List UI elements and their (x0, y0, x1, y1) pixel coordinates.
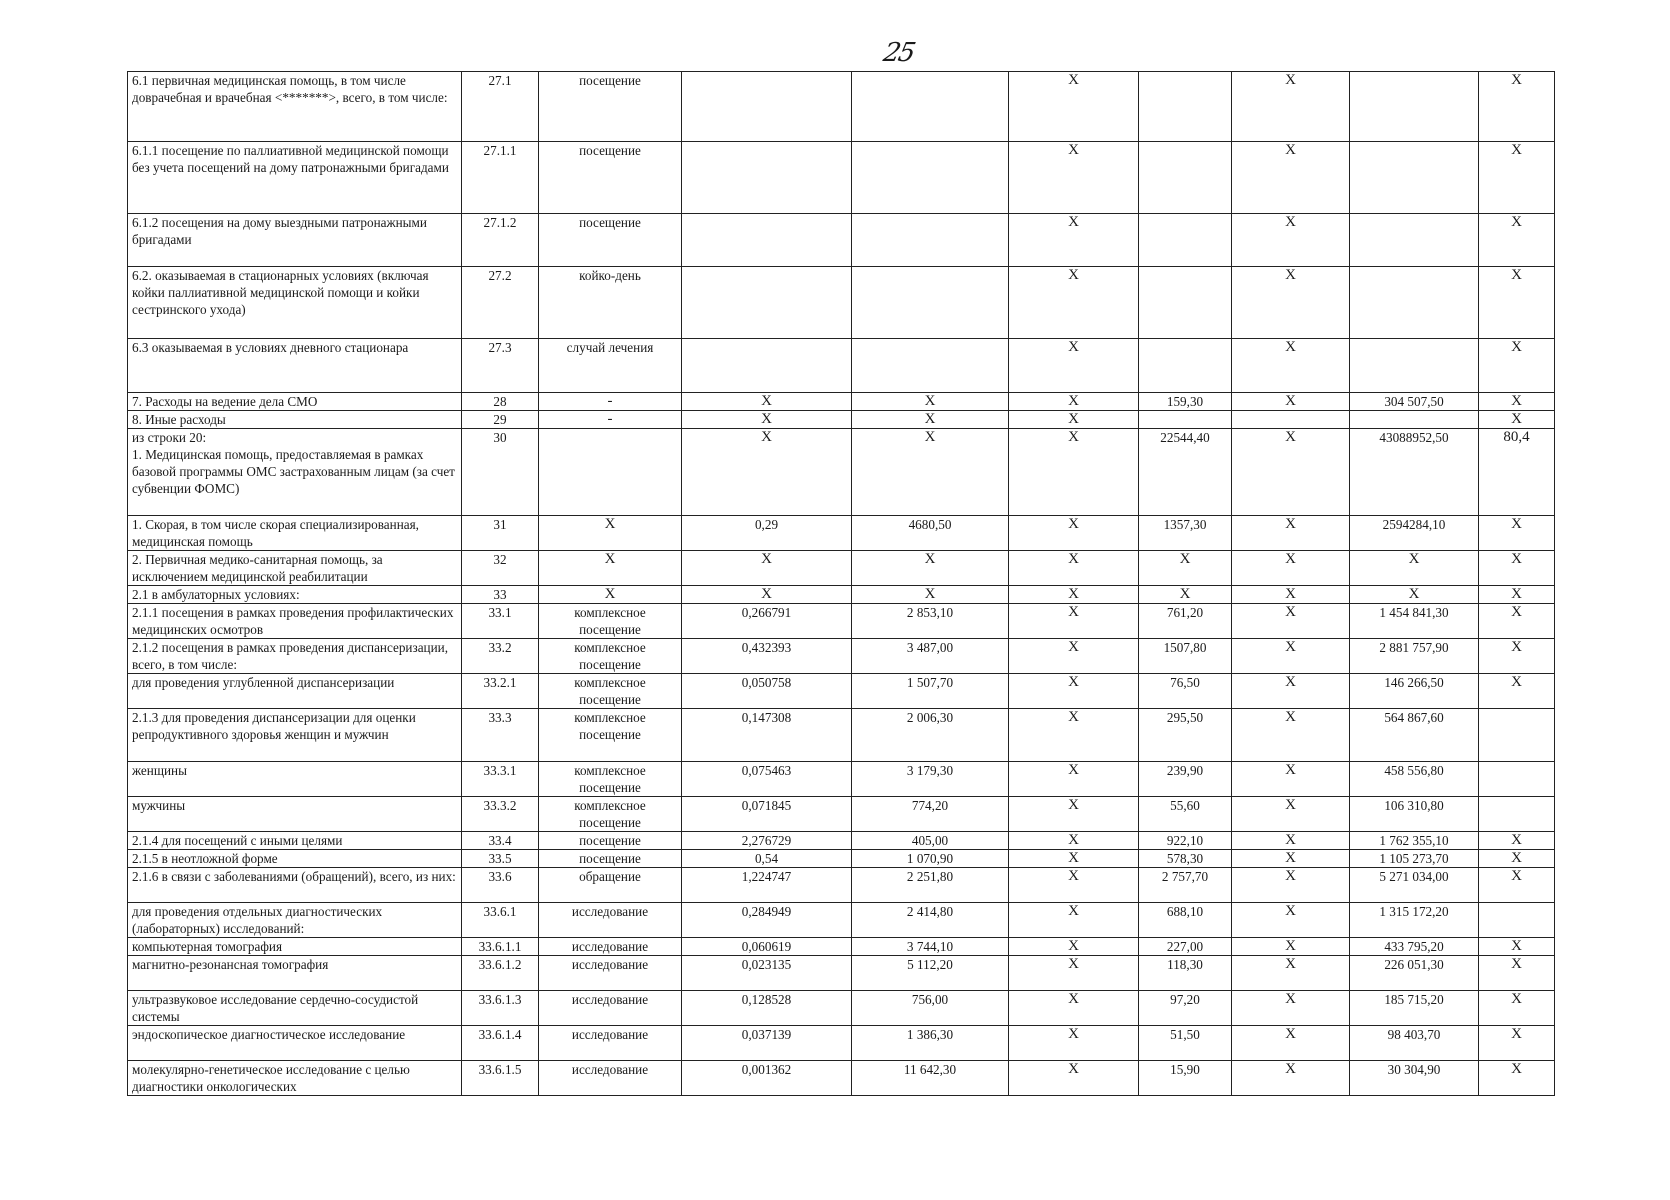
total-budget-cell: X (1232, 709, 1350, 762)
percent-cell (1479, 903, 1555, 938)
row-code-cell: 33.3 (462, 709, 539, 762)
per-capita-oms-cell: X (1139, 586, 1232, 604)
per-capita-oms-cell: 239,90 (1139, 762, 1232, 797)
volume-norm-cell: 0,071845 (682, 797, 852, 832)
row-code-cell: 33.3.1 (462, 762, 539, 797)
row-code-cell: 33.6.1.2 (462, 956, 539, 991)
volume-norm-cell (682, 267, 852, 339)
percent-cell: 80,4 (1479, 429, 1555, 516)
percent-cell (1479, 797, 1555, 832)
total-budget-cell: X (1232, 938, 1350, 956)
row-unit-cell: комплексное посещение (539, 797, 682, 832)
table-row (128, 709, 1555, 762)
row-unit-cell: комплексное посещение (539, 762, 682, 797)
row-code-cell: 27.1.2 (462, 214, 539, 267)
cost-norm-cell: 2 414,80 (852, 903, 1009, 938)
per-capita-budget-cell: X (1009, 1026, 1139, 1061)
total-budget-cell: X (1232, 797, 1350, 832)
row-code-cell: 28 (462, 393, 539, 411)
per-capita-oms-cell: 1507,80 (1139, 639, 1232, 674)
total-budget-cell: X (1232, 551, 1350, 586)
row-name-cell: женщины (128, 762, 462, 797)
total-oms-cell: 2594284,10 (1350, 516, 1479, 551)
total-oms-cell: 564 867,60 (1350, 709, 1479, 762)
percent-cell: X (1479, 1061, 1555, 1096)
row-unit-cell: комплексное посещение (539, 604, 682, 639)
row-name-cell: 2.1.3 для проведения диспансеризации для оценки репродуктивного здоровья женщин и мужчин (128, 709, 462, 762)
row-name-cell: 6.1.1 посещение по паллиативной медицинской помощи без учета посещений на дому патронажными бригадами (128, 142, 462, 214)
table-row (128, 1026, 1555, 1061)
total-budget-cell: X (1232, 429, 1350, 516)
row-name-cell: 6.1 первичная медицинская помощь, в том числе доврачебная и врачебная <*******>, всего, в том числе: (128, 72, 462, 142)
row-code-cell: 27.3 (462, 339, 539, 393)
cost-norm-cell (852, 72, 1009, 142)
cost-norm-cell: 774,20 (852, 797, 1009, 832)
percent-cell (1479, 709, 1555, 762)
total-oms-cell: 1 454 841,30 (1350, 604, 1479, 639)
per-capita-oms-cell: X (1139, 551, 1232, 586)
row-unit-cell: исследование (539, 956, 682, 991)
row-unit-cell: исследование (539, 1061, 682, 1096)
cost-norm-cell: 4680,50 (852, 516, 1009, 551)
percent-cell: X (1479, 339, 1555, 393)
per-capita-budget-cell: X (1009, 72, 1139, 142)
per-capita-oms-cell: 76,50 (1139, 674, 1232, 709)
volume-norm-cell: X (682, 551, 852, 586)
row-unit-cell: исследование (539, 991, 682, 1026)
row-unit-cell: койко-день (539, 267, 682, 339)
cost-table (127, 71, 1555, 1096)
table-row (128, 214, 1555, 267)
total-budget-cell: X (1232, 214, 1350, 267)
per-capita-budget-cell: X (1009, 762, 1139, 797)
volume-norm-cell: 0,432393 (682, 639, 852, 674)
volume-norm-cell: X (682, 411, 852, 429)
total-budget-cell: X (1232, 516, 1350, 551)
per-capita-budget-cell: X (1009, 142, 1139, 214)
total-oms-cell: 458 556,80 (1350, 762, 1479, 797)
per-capita-oms-cell (1139, 339, 1232, 393)
table-row (128, 797, 1555, 832)
cost-norm-cell: 1 507,70 (852, 674, 1009, 709)
percent-cell: X (1479, 267, 1555, 339)
volume-norm-cell: 0,266791 (682, 604, 852, 639)
row-code-cell: 33.4 (462, 832, 539, 850)
row-unit-cell: X (539, 586, 682, 604)
cost-norm-cell: 5 112,20 (852, 956, 1009, 991)
per-capita-oms-cell (1139, 267, 1232, 339)
total-budget-cell: X (1232, 868, 1350, 903)
cost-norm-cell: 405,00 (852, 832, 1009, 850)
percent-cell: X (1479, 868, 1555, 903)
table-row (128, 142, 1555, 214)
percent-cell: X (1479, 938, 1555, 956)
table-row (128, 267, 1555, 339)
per-capita-oms-cell: 761,20 (1139, 604, 1232, 639)
table-row (128, 339, 1555, 393)
percent-cell: X (1479, 516, 1555, 551)
table-row (128, 72, 1555, 142)
per-capita-oms-cell (1139, 411, 1232, 429)
table-row (128, 674, 1555, 709)
row-code-cell: 33.6.1.1 (462, 938, 539, 956)
table-row (128, 850, 1555, 868)
cost-norm-cell: X (852, 551, 1009, 586)
row-name-cell: 6.3 оказываемая в условиях дневного стационара (128, 339, 462, 393)
table-row (128, 604, 1555, 639)
volume-norm-cell: 0,037139 (682, 1026, 852, 1061)
total-oms-cell: 1 762 355,10 (1350, 832, 1479, 850)
total-budget-cell: X (1232, 339, 1350, 393)
row-code-cell: 33.2.1 (462, 674, 539, 709)
per-capita-budget-cell: X (1009, 850, 1139, 868)
cost-norm-cell (852, 339, 1009, 393)
row-code-cell: 33 (462, 586, 539, 604)
percent-cell: X (1479, 72, 1555, 142)
per-capita-budget-cell: X (1009, 956, 1139, 991)
total-oms-cell (1350, 267, 1479, 339)
cost-norm-cell: 11 642,30 (852, 1061, 1009, 1096)
row-code-cell: 29 (462, 411, 539, 429)
total-oms-cell: X (1350, 551, 1479, 586)
cost-norm-cell: 1 070,90 (852, 850, 1009, 868)
total-budget-cell: X (1232, 991, 1350, 1026)
row-unit-cell: X (539, 551, 682, 586)
row-unit-cell: исследование (539, 938, 682, 956)
table-row (128, 429, 1555, 516)
row-unit-cell: посещение (539, 214, 682, 267)
volume-norm-cell: 2,276729 (682, 832, 852, 850)
per-capita-oms-cell: 688,10 (1139, 903, 1232, 938)
total-oms-cell: X (1350, 586, 1479, 604)
volume-norm-cell: 0,284949 (682, 903, 852, 938)
table-row (128, 1061, 1555, 1096)
volume-norm-cell: X (682, 586, 852, 604)
row-unit-cell: исследование (539, 1026, 682, 1061)
total-budget-cell: X (1232, 832, 1350, 850)
volume-norm-cell: 0,050758 (682, 674, 852, 709)
row-name-cell: 2.1.2 посещения в рамках проведения диспансеризации, всего, в том числе: (128, 639, 462, 674)
total-budget-cell: X (1232, 1061, 1350, 1096)
total-budget-cell: X (1232, 674, 1350, 709)
per-capita-oms-cell: 922,10 (1139, 832, 1232, 850)
per-capita-budget-cell: X (1009, 709, 1139, 762)
total-oms-cell: 1 315 172,20 (1350, 903, 1479, 938)
per-capita-budget-cell: X (1009, 393, 1139, 411)
row-name-cell: эндоскопическое диагностическое исследование (128, 1026, 462, 1061)
row-unit-cell (539, 429, 682, 516)
percent-cell: X (1479, 1026, 1555, 1061)
row-name-cell: молекулярно-генетическое исследование с целью диагностики онкологических (128, 1061, 462, 1096)
row-name-cell: 6.1.2 посещения на дому выездными патронажными бригадами (128, 214, 462, 267)
total-budget-cell: X (1232, 142, 1350, 214)
per-capita-oms-cell: 97,20 (1139, 991, 1232, 1026)
cost-norm-cell: 2 853,10 (852, 604, 1009, 639)
total-budget-cell: X (1232, 850, 1350, 868)
total-budget-cell: X (1232, 393, 1350, 411)
per-capita-budget-cell: X (1009, 639, 1139, 674)
cost-norm-cell (852, 267, 1009, 339)
row-code-cell: 32 (462, 551, 539, 586)
per-capita-oms-cell: 2 757,70 (1139, 868, 1232, 903)
row-code-cell: 27.1 (462, 72, 539, 142)
cost-norm-cell (852, 214, 1009, 267)
row-code-cell: 33.1 (462, 604, 539, 639)
volume-norm-cell: 0,060619 (682, 938, 852, 956)
row-code-cell: 33.6 (462, 868, 539, 903)
row-code-cell: 33.5 (462, 850, 539, 868)
cost-norm-cell: X (852, 586, 1009, 604)
total-oms-cell (1350, 214, 1479, 267)
table-row (128, 956, 1555, 991)
per-capita-budget-cell: X (1009, 604, 1139, 639)
per-capita-budget-cell: X (1009, 339, 1139, 393)
per-capita-oms-cell: 295,50 (1139, 709, 1232, 762)
total-oms-cell: 5 271 034,00 (1350, 868, 1479, 903)
per-capita-oms-cell (1139, 214, 1232, 267)
row-code-cell: 33.3.2 (462, 797, 539, 832)
total-oms-cell: 185 715,20 (1350, 991, 1479, 1026)
total-budget-cell: X (1232, 267, 1350, 339)
cost-norm-cell: 3 179,30 (852, 762, 1009, 797)
row-unit-cell: комплексное посещение (539, 709, 682, 762)
per-capita-budget-cell: X (1009, 991, 1139, 1026)
volume-norm-cell (682, 72, 852, 142)
table-row (128, 938, 1555, 956)
per-capita-budget-cell: X (1009, 1061, 1139, 1096)
per-capita-oms-cell: 51,50 (1139, 1026, 1232, 1061)
percent-cell: X (1479, 832, 1555, 850)
total-budget-cell: X (1232, 586, 1350, 604)
total-budget-cell: X (1232, 762, 1350, 797)
per-capita-oms-cell: 1357,30 (1139, 516, 1232, 551)
per-capita-oms-cell: 227,00 (1139, 938, 1232, 956)
percent-cell: X (1479, 639, 1555, 674)
total-oms-cell: 146 266,50 (1350, 674, 1479, 709)
row-code-cell: 30 (462, 429, 539, 516)
table-row (128, 868, 1555, 903)
per-capita-budget-cell: X (1009, 797, 1139, 832)
row-name-cell: ультразвуковое исследование сердечно-сосудистой системы (128, 991, 462, 1026)
total-budget-cell: X (1232, 1026, 1350, 1061)
per-capita-budget-cell: X (1009, 832, 1139, 850)
percent-cell: X (1479, 393, 1555, 411)
per-capita-oms-cell: 578,30 (1139, 850, 1232, 868)
table-row (128, 639, 1555, 674)
row-unit-cell: посещение (539, 850, 682, 868)
per-capita-budget-cell: X (1009, 214, 1139, 267)
cost-norm-cell: 1 386,30 (852, 1026, 1009, 1061)
per-capita-budget-cell: X (1009, 938, 1139, 956)
percent-cell: X (1479, 411, 1555, 429)
row-name-cell: 2.1.6 в связи с заболеваниями (обращений), всего, из них: (128, 868, 462, 903)
total-oms-cell (1350, 339, 1479, 393)
row-name-cell: 2.1.5 в неотложной форме (128, 850, 462, 868)
per-capita-oms-cell: 159,30 (1139, 393, 1232, 411)
percent-cell (1479, 762, 1555, 797)
total-oms-cell: 106 310,80 (1350, 797, 1479, 832)
per-capita-budget-cell: X (1009, 674, 1139, 709)
volume-norm-cell: 0,001362 (682, 1061, 852, 1096)
table-row (128, 393, 1555, 411)
volume-norm-cell (682, 339, 852, 393)
row-name-cell: для проведения отдельных диагностических (лабораторных) исследований: (128, 903, 462, 938)
percent-cell: X (1479, 142, 1555, 214)
row-unit-cell: комплексное посещение (539, 639, 682, 674)
volume-norm-cell: 0,147308 (682, 709, 852, 762)
total-oms-cell (1350, 411, 1479, 429)
percent-cell: X (1479, 214, 1555, 267)
total-budget-cell: X (1232, 956, 1350, 991)
row-name-cell: 2.1.4 для посещений с иными целями (128, 832, 462, 850)
row-name-cell: 7. Расходы на ведение дела СМО (128, 393, 462, 411)
row-name-cell: 1. Скорая, в том числе скорая специализированная, медицинская помощь (128, 516, 462, 551)
per-capita-oms-cell: 55,60 (1139, 797, 1232, 832)
row-code-cell: 27.1.1 (462, 142, 539, 214)
table-row (128, 551, 1555, 586)
percent-cell: X (1479, 604, 1555, 639)
row-name-cell: 2.1 в амбулаторных условиях: (128, 586, 462, 604)
total-oms-cell: 30 304,90 (1350, 1061, 1479, 1096)
cost-norm-cell: 2 006,30 (852, 709, 1009, 762)
total-oms-cell: 226 051,30 (1350, 956, 1479, 991)
cost-norm-cell: X (852, 393, 1009, 411)
row-code-cell: 33.6.1.5 (462, 1061, 539, 1096)
table-row (128, 991, 1555, 1026)
table-row (128, 586, 1555, 604)
row-code-cell: 33.2 (462, 639, 539, 674)
row-name-cell: 8. Иные расходы (128, 411, 462, 429)
percent-cell: X (1479, 991, 1555, 1026)
row-name-cell: 2.1.1 посещения в рамках проведения профилактических медицинских осмотров (128, 604, 462, 639)
row-name-cell: компьютерная томография (128, 938, 462, 956)
percent-cell: X (1479, 586, 1555, 604)
volume-norm-cell: 0,023135 (682, 956, 852, 991)
cost-norm-cell: X (852, 411, 1009, 429)
row-name-cell: магнитно-резонансная томография (128, 956, 462, 991)
volume-norm-cell: X (682, 429, 852, 516)
volume-norm-cell: 0,54 (682, 850, 852, 868)
row-unit-cell: - (539, 393, 682, 411)
cost-norm-cell: 2 251,80 (852, 868, 1009, 903)
per-capita-oms-cell (1139, 72, 1232, 142)
per-capita-budget-cell: X (1009, 429, 1139, 516)
total-oms-cell: 433 795,20 (1350, 938, 1479, 956)
per-capita-budget-cell: X (1009, 516, 1139, 551)
total-budget-cell: X (1232, 903, 1350, 938)
row-unit-cell: X (539, 516, 682, 551)
row-name-cell: 6.2. оказываемая в стационарных условиях (включая койки паллиативной медицинской помощи и койки сестринского ухода) (128, 267, 462, 339)
total-oms-cell (1350, 72, 1479, 142)
percent-cell: X (1479, 551, 1555, 586)
row-name-cell: для проведения углубленной диспансеризации (128, 674, 462, 709)
total-budget-cell: X (1232, 639, 1350, 674)
cost-norm-cell: 3 744,10 (852, 938, 1009, 956)
volume-norm-cell: 0,128528 (682, 991, 852, 1026)
volume-norm-cell: 0,075463 (682, 762, 852, 797)
volume-norm-cell: 0,29 (682, 516, 852, 551)
cost-norm-cell: 756,00 (852, 991, 1009, 1026)
table-row (128, 762, 1555, 797)
row-unit-cell: посещение (539, 142, 682, 214)
row-code-cell: 31 (462, 516, 539, 551)
per-capita-budget-cell: X (1009, 868, 1139, 903)
percent-cell: X (1479, 850, 1555, 868)
total-oms-cell: 1 105 273,70 (1350, 850, 1479, 868)
per-capita-budget-cell: X (1009, 551, 1139, 586)
table-row (128, 516, 1555, 551)
row-unit-cell: комплексное посещение (539, 674, 682, 709)
total-budget-cell: X (1232, 72, 1350, 142)
row-code-cell: 27.2 (462, 267, 539, 339)
total-oms-cell (1350, 142, 1479, 214)
table-row (128, 411, 1555, 429)
per-capita-oms-cell (1139, 142, 1232, 214)
cost-norm-cell: 3 487,00 (852, 639, 1009, 674)
volume-norm-cell: X (682, 393, 852, 411)
row-unit-cell: исследование (539, 903, 682, 938)
row-name-cell: из строки 20: 1. Медицинская помощь, предоставляемая в рамках базовой программы ОМС застрахованным лицам (за счет субвенции ФОМС) (128, 429, 462, 516)
total-oms-cell: 304 507,50 (1350, 393, 1479, 411)
per-capita-budget-cell: X (1009, 903, 1139, 938)
row-unit-cell: случай лечения (539, 339, 682, 393)
volume-norm-cell (682, 142, 852, 214)
per-capita-budget-cell: X (1009, 267, 1139, 339)
total-budget-cell: X (1232, 604, 1350, 639)
percent-cell: X (1479, 674, 1555, 709)
percent-cell: X (1479, 956, 1555, 991)
row-code-cell: 33.6.1 (462, 903, 539, 938)
volume-norm-cell: 1,224747 (682, 868, 852, 903)
row-name-cell: мужчины (128, 797, 462, 832)
total-budget-cell (1232, 411, 1350, 429)
row-code-cell: 33.6.1.3 (462, 991, 539, 1026)
row-unit-cell: обращение (539, 868, 682, 903)
row-unit-cell: - (539, 411, 682, 429)
table-row (128, 903, 1555, 938)
row-name-cell: 2. Первичная медико-санитарная помощь, за исключением медицинской реабилитации (128, 551, 462, 586)
total-oms-cell: 2 881 757,90 (1350, 639, 1479, 674)
per-capita-oms-cell: 118,30 (1139, 956, 1232, 991)
row-unit-cell: посещение (539, 72, 682, 142)
page-number: 25 (880, 38, 917, 68)
per-capita-budget-cell: X (1009, 586, 1139, 604)
row-unit-cell: посещение (539, 832, 682, 850)
per-capita-oms-cell: 22544,40 (1139, 429, 1232, 516)
per-capita-budget-cell: X (1009, 411, 1139, 429)
per-capita-oms-cell: 15,90 (1139, 1061, 1232, 1096)
total-oms-cell: 43088952,50 (1350, 429, 1479, 516)
total-oms-cell: 98 403,70 (1350, 1026, 1479, 1061)
cost-norm-cell (852, 142, 1009, 214)
volume-norm-cell (682, 214, 852, 267)
cost-norm-cell: X (852, 429, 1009, 516)
row-code-cell: 33.6.1.4 (462, 1026, 539, 1061)
table-row (128, 832, 1555, 850)
